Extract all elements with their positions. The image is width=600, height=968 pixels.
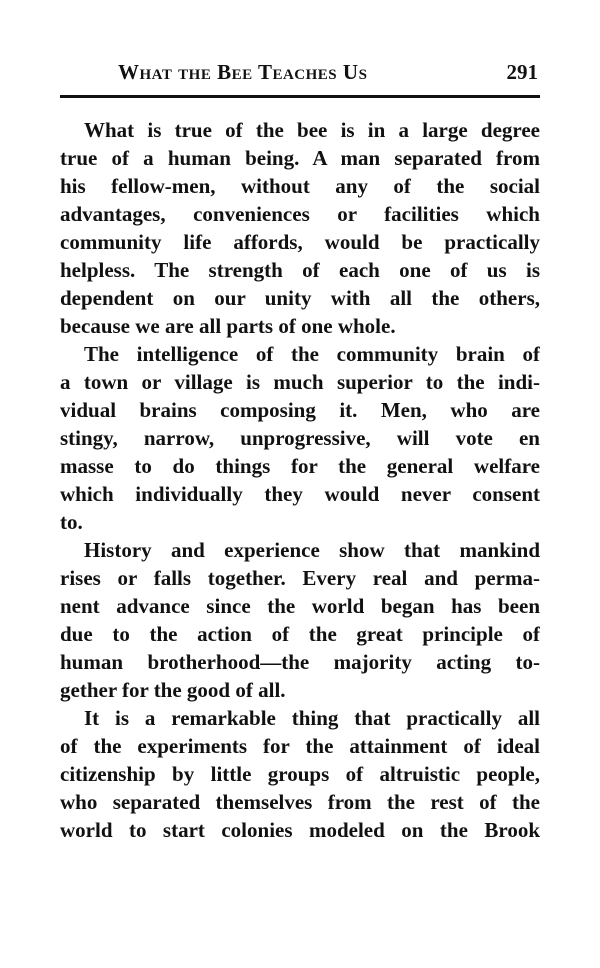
text-line: because we are all parts of one whole. <box>60 314 396 338</box>
text-line: who separated themselves from the rest of the <box>60 790 540 814</box>
text-line: What is true of the bee is in a large degree <box>84 118 540 142</box>
running-title: What the Bee Teaches Us <box>118 60 368 84</box>
page-body <box>60 116 540 844</box>
text-line: to. <box>60 510 83 534</box>
text-line: rises or falls together. Every real and perma- <box>60 566 540 590</box>
text-line: true of a human being. A man separated from <box>60 146 540 170</box>
text-line: which individually they would never consent <box>60 482 540 506</box>
text-line: a town or village is much superior to the indi- <box>60 370 540 394</box>
text-line: world to start colonies modeled on the Brook <box>60 818 540 842</box>
text-line: of the experiments for the attainment of ideal <box>60 734 540 758</box>
text-line: community life affords, would be practically <box>60 230 540 254</box>
text-line: gether for the good of all. <box>60 678 286 702</box>
text-line: dependent on our unity with all the others, <box>60 286 540 310</box>
page-number: 291 <box>506 60 538 84</box>
text-line: nent advance since the world began has been <box>60 594 540 618</box>
text-line: helpless. The strength of each one of us is <box>60 258 540 282</box>
text-line: vidual brains composing it. Men, who are <box>60 398 540 422</box>
text-line: stingy, narrow, unprogressive, will vote en <box>60 426 540 450</box>
text-line: human brotherhood—the majority acting to- <box>60 650 540 674</box>
running-header <box>60 60 540 90</box>
text-line: citizenship by little groups of altruistic people, <box>60 762 540 786</box>
text-line: due to the action of the great principle of <box>60 622 540 646</box>
text-line: his fellow-men, without any of the social <box>60 174 540 198</box>
text-line: The intelligence of the community brain of <box>84 342 540 366</box>
text-line: It is a remarkable thing that practically all <box>84 706 540 730</box>
text-line: History and experience show that mankind <box>84 538 540 562</box>
text-line: advantages, conveniences or facilities which <box>60 202 540 226</box>
text-line: masse to do things for the general welfare <box>60 454 540 478</box>
header-rule <box>60 95 540 98</box>
